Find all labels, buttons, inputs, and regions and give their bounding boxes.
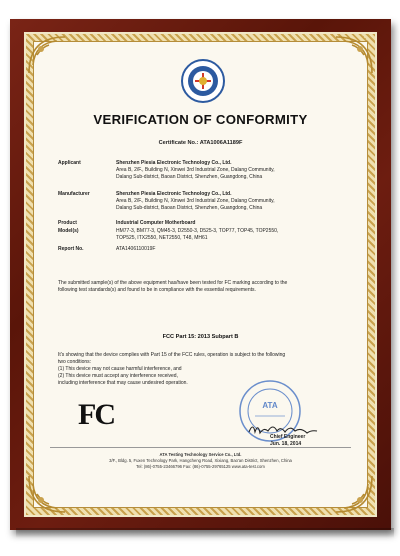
applicant-address-line: Dalang Sub-district, Baoan District, Shenzhen, Guangdong, China [116,174,263,180]
statement-line: The submitted sample(s) of the above equipment has/have been tested for FC marking according to the [58,280,288,286]
certificate [42,48,359,503]
manufacturer-address-line: Dalang Sub-district, Baoan District, Shenzhen, Guangdong, China [116,205,263,211]
manufacturer-address-line: Area B, 2/F., Building N, Xinwei 3rd Industrial Zone, Dalang Community, [116,198,275,204]
applicant-name: Shenzhen Piesia Electronic Technology Co., Ltd. [116,160,232,166]
compliance-line: It's showing that the device complies with Part 15 of the FCC rules, operation is subject to the following [58,352,286,358]
footer-company: ATA Testing Technology Service Co., Ltd. [159,452,242,457]
manufacturer-name: Shenzhen Piesia Electronic Technology Co., Ltd. [116,191,232,197]
certificate-date: Jun. 18, 2014 [270,441,302,447]
manufacturer-label: Manufacturer [58,191,90,197]
document-title: VERIFICATION OF CONFORMITY [93,112,308,127]
compliance-line: including interference that may cause undesired operation. [58,380,188,386]
report-label: Report No. [58,246,84,252]
models-line: HM77-3, BM77-3, QM45-3, D2550-3, D525-3, TOP77, TOP45, TOP2550, [116,228,279,234]
compliance-line: two conditions: [58,359,92,365]
fcc-logo: FC [78,398,114,431]
statement-line: following test standards(s) and found to be in compliance with the essential requirements. [58,287,256,293]
compliance-line: (2) This device must accept any interference received, [58,373,178,379]
footer-divider [50,447,351,448]
stamp-text: ATA [262,401,278,410]
models-label: Model(s) [58,228,79,234]
fcc-standard: FCC Part 15: 2013 Subpart B [162,334,239,340]
signer-title: Chief Engineer [270,434,306,440]
footer-address: 3/F., Bldg. 5, Fuxen Technology Park, Hangcheng Road, Xixiang, Bao'an District, Shenzhen, China [109,458,292,463]
footer-contact: Tel: (86)-0755-23466796 Fax: (86)-0755-29765125 www.ata-test.com [136,464,265,469]
product-value: Industrial Computer Motherboard [116,220,196,226]
applicant-address-line: Area B, 2/F., Building N, Xinwei 3rd Industrial Zone, Dalang Community, [116,167,275,173]
certificate-number: Certificate No.: ATA1006A1189F [158,140,243,146]
product-label: Product [58,220,77,226]
models-line: TOP525, ITX2550, NET2550, T48, MH61 [116,235,208,241]
applicant-label: Applicant [58,160,81,166]
compliance-line: (1) This device may not cause harmful interference, and [58,366,182,372]
report-number: ATA1406110019F [116,246,156,252]
frame-shadow [16,528,394,538]
ata-seal-logo-icon [180,58,226,104]
